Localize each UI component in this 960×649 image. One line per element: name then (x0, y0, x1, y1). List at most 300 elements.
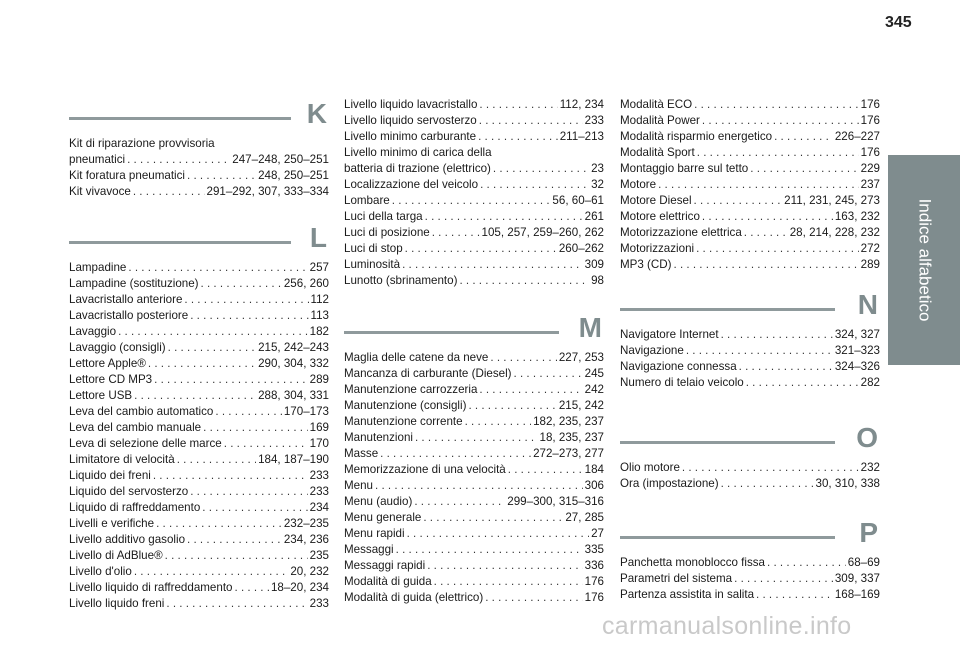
dot-leader (427, 558, 582, 574)
entry-pages: 309 (584, 258, 604, 271)
section-header (69, 100, 329, 136)
entry-pages: 237 (860, 178, 880, 191)
entry-term: Livello liquido freni (69, 597, 165, 610)
entry-pages: 56, 60–61 (552, 194, 604, 207)
section-letter: L (309, 222, 327, 253)
section-rule (69, 117, 291, 120)
dot-leader (177, 452, 256, 468)
dot-leader (148, 356, 256, 372)
entry-term: Modalità risparmio energetico (620, 130, 773, 143)
section-letter: O (856, 422, 878, 453)
dot-leader (375, 478, 583, 494)
entry-pages: 176 (584, 591, 604, 604)
entry-pages: 235 (309, 549, 329, 562)
entry-term: Livelli e verifiche (69, 517, 155, 530)
dot-leader (190, 308, 308, 324)
dot-leader (134, 564, 289, 580)
index-entry (344, 558, 604, 574)
entry-pages: 184, 187–190 (258, 453, 329, 466)
index-entry (620, 225, 880, 241)
index-entry (620, 375, 880, 391)
entry-list (69, 136, 329, 200)
dot-leader (694, 97, 858, 113)
dot-leader (756, 587, 833, 603)
dot-leader (490, 350, 556, 366)
entry-term: Mancanza di carburante (Diesel) (344, 367, 512, 380)
dot-leader (694, 193, 783, 209)
section-header (620, 291, 880, 327)
index-entry (69, 356, 329, 372)
entry-term: Lampadine (sostituzione) (69, 277, 199, 290)
entry-term: Panchetta monoblocco fissa (620, 556, 766, 569)
index-entry (620, 129, 880, 145)
dot-leader (479, 382, 582, 398)
entry-list (344, 350, 604, 606)
entry-pages: 98 (591, 274, 604, 287)
index-entry (620, 193, 880, 209)
entry-pages: 336 (584, 559, 604, 572)
entry-list (620, 555, 880, 603)
entry-list (620, 97, 880, 273)
dot-leader (203, 420, 308, 436)
entry-pages: 182 (309, 325, 329, 338)
dot-leader (744, 225, 788, 241)
entry-pages: 289 (309, 373, 329, 386)
entry-term: Parametri del sistema (620, 572, 733, 585)
index-entry (69, 340, 329, 356)
entry-pages: 112, 234 (559, 98, 604, 111)
dot-leader (508, 462, 583, 478)
entry-pages: 248, 250–251 (258, 169, 329, 182)
index-entry (344, 542, 604, 558)
entry-pages: 184 (584, 463, 604, 476)
entry-term: Navigatore Internet (620, 328, 719, 341)
entry-pages: 289 (860, 258, 880, 271)
dot-leader (739, 359, 833, 375)
entry-pages: 233 (584, 114, 604, 127)
entry-pages: 20, 232 (290, 565, 329, 578)
entry-pages: 324, 327 (834, 328, 880, 341)
entry-term: Motore elettrico (620, 210, 700, 223)
entry-term: Modalità Sport (620, 146, 695, 159)
entry-pages: 23 (591, 162, 604, 175)
entry-term: Localizzazione del veicolo (344, 178, 479, 191)
index-entry (344, 113, 604, 129)
index-entry (620, 209, 880, 225)
index-entry (69, 420, 329, 436)
section-p (620, 519, 880, 603)
index-entry (344, 510, 604, 526)
entry-term: Leva del cambio manuale (69, 421, 202, 434)
index-entry (344, 129, 604, 145)
index-entry (620, 327, 880, 343)
entry-term: Livello d'olio (69, 565, 132, 578)
entry-list (69, 260, 329, 612)
entry-pages: 245 (584, 367, 604, 380)
entry-pages: 27 (591, 527, 604, 540)
section-m-continued (620, 97, 880, 273)
section-letter: N (857, 289, 878, 320)
index-entry (69, 184, 329, 200)
entry-pages: 168–169 (834, 588, 880, 601)
index-entry (69, 436, 329, 452)
index-entry (620, 343, 880, 359)
dot-leader (432, 225, 480, 241)
entry-term: Leva di selezione delle marce (69, 437, 222, 450)
section-rule (620, 536, 835, 539)
entry-pages: 335 (584, 543, 604, 556)
entry-term: Lettore CD MP3 (69, 373, 153, 386)
entry-pages: 113 (310, 309, 329, 322)
entry-pages: 176 (860, 146, 880, 159)
page-number: 345 (885, 14, 912, 31)
entry-pages: 105, 257, 259–260, 262 (481, 226, 604, 239)
entry-term: Lavacristallo anteriore (69, 293, 183, 306)
entry-pages: 30, 310, 338 (815, 477, 880, 490)
index-entry (620, 555, 880, 571)
section-rule (620, 441, 835, 444)
entry-pages: 272–273, 277 (533, 447, 604, 460)
index-entry-line: Livello minimo di carica della (344, 146, 492, 159)
dot-leader (697, 145, 859, 161)
entry-term: Montaggio barre sul tetto (620, 162, 749, 175)
index-entry (344, 177, 604, 193)
dot-leader (405, 241, 557, 257)
entry-term: Kit foratura pneumatici (69, 169, 185, 182)
dot-leader (187, 532, 282, 548)
index-entry (620, 97, 880, 113)
entry-pages: 18, 235, 237 (539, 431, 604, 444)
entry-term: Luminosità (344, 258, 401, 271)
index-entry (69, 468, 329, 484)
entry-term: Luci di stop (344, 242, 403, 255)
entry-pages: 321–323 (834, 344, 880, 357)
entry-pages: 233 (309, 469, 329, 482)
entry-pages: 242 (584, 383, 604, 396)
index-entry (344, 590, 604, 606)
entry-term: Motore Diesel (620, 194, 692, 207)
index-entry (344, 446, 604, 462)
dot-leader (415, 430, 538, 446)
dot-leader (407, 526, 590, 542)
dot-leader (493, 161, 589, 177)
entry-pages: 112 (310, 293, 329, 306)
entry-term: Modalità ECO (620, 98, 693, 111)
entry-pages: 247–248, 250–251 (232, 153, 329, 166)
entry-term: Ora (impostazione) (620, 477, 719, 490)
entry-pages: 299–300, 315–316 (507, 495, 604, 508)
dot-leader (425, 209, 583, 225)
entry-term: Livello di AdBlue® (69, 549, 163, 562)
entry-pages: 234 (309, 501, 329, 514)
dot-leader (721, 476, 814, 492)
dot-leader (402, 257, 583, 273)
index-entry (69, 388, 329, 404)
entry-term: Memorizzazione di una velocità (344, 463, 506, 476)
entry-pages: 215, 242–243 (258, 341, 329, 354)
entry-term: Livello minimo carburante (344, 130, 477, 143)
index-entry (620, 145, 880, 161)
dot-leader (485, 590, 582, 606)
entry-pages: 211–213 (559, 130, 604, 143)
section-rule (344, 331, 559, 334)
index-entry (344, 398, 604, 414)
index-entry (69, 548, 329, 564)
dot-leader (480, 177, 589, 193)
entry-pages: 288, 304, 331 (258, 389, 329, 402)
index-entry (69, 516, 329, 532)
section-header (620, 424, 880, 460)
dot-leader (118, 324, 308, 340)
dot-leader (423, 510, 563, 526)
dot-leader (396, 542, 583, 558)
section-rule (69, 241, 291, 244)
entry-list (344, 97, 604, 289)
entry-pages: 257 (309, 261, 329, 274)
entry-term: Modalità Power (620, 114, 700, 127)
dot-leader (750, 161, 858, 177)
dot-leader (201, 276, 282, 292)
entry-term: Lavacristallo posteriore (69, 309, 189, 322)
index-entry (344, 209, 604, 225)
index-entry (620, 241, 880, 257)
dot-leader (479, 97, 557, 113)
section-letter: K (306, 98, 327, 129)
entry-pages: 229 (860, 162, 880, 175)
dot-leader (154, 372, 308, 388)
dot-leader (165, 548, 308, 564)
section-k (69, 100, 329, 200)
entry-term: Liquido dei freni (69, 469, 151, 482)
index-entry (620, 571, 880, 587)
entry-list (620, 327, 880, 391)
entry-term: Olio motore (620, 461, 680, 474)
entry-term: Manutenzione carrozzeria (344, 383, 478, 396)
dot-leader (478, 129, 558, 145)
dot-leader (702, 113, 859, 129)
entry-term: Masse (344, 447, 379, 460)
entry-pages: 170–173 (283, 405, 329, 418)
index-entry (69, 484, 329, 500)
entry-term: Menu (audio) (344, 495, 413, 508)
entry-pages: 18–20, 234 (270, 581, 329, 594)
section-letter: M (578, 312, 602, 343)
entry-term: Liquido di raffreddamento (69, 501, 201, 514)
entry-pages: 226–227 (834, 130, 880, 143)
entry-term: Messaggi (344, 543, 394, 556)
index-entry (620, 257, 880, 273)
dot-leader (166, 596, 307, 612)
entry-pages: 232–235 (283, 517, 329, 530)
index-entry (344, 382, 604, 398)
dot-leader (767, 555, 846, 571)
entry-term: Luci di posizione (344, 226, 430, 239)
dot-leader (434, 574, 583, 590)
index-entry (69, 580, 329, 596)
entry-pages: 170 (309, 437, 329, 450)
dot-leader (235, 580, 269, 596)
entry-pages: 234, 236 (283, 533, 329, 546)
dot-leader (168, 340, 256, 356)
entry-term: Manutenzione corrente (344, 415, 463, 428)
entry-pages: 227, 253 (558, 351, 604, 364)
index-entry (69, 308, 329, 324)
dot-leader (702, 209, 833, 225)
index-entry (69, 276, 329, 292)
entry-pages: 233 (309, 485, 329, 498)
index-entry (620, 460, 880, 476)
entry-term: Kit vivavoce (69, 185, 131, 198)
dot-leader (202, 500, 307, 516)
index-entry (69, 564, 329, 580)
index-entry-line: Kit di riparazione provvisoria (69, 137, 215, 150)
entry-term: Navigazione (620, 344, 684, 357)
section-header (344, 314, 604, 350)
entry-term: Partenza assistita in salita (620, 588, 755, 601)
entry-term: Lettore USB (69, 389, 133, 402)
section-header (69, 224, 329, 260)
dot-leader (479, 113, 583, 129)
entry-pages: 233 (309, 597, 329, 610)
side-tab-label (888, 155, 960, 365)
entry-term: Livello liquido servosterzo (344, 114, 477, 127)
entry-term: Lombare (344, 194, 390, 207)
index-entry (620, 113, 880, 129)
dot-leader (392, 193, 551, 209)
entry-term: Lettore Apple® (69, 357, 146, 370)
index-entry (344, 494, 604, 510)
dot-leader (133, 184, 205, 200)
entry-pages: 261 (584, 210, 604, 223)
index-entry (344, 366, 604, 382)
entry-term: Manutenzione (consigli) (344, 399, 467, 412)
entry-term: Limitatore di velocità (69, 453, 175, 466)
entry-pages: 163, 232 (834, 210, 880, 223)
entry-term: Lavaggio (consigli) (69, 341, 166, 354)
dot-leader (746, 375, 859, 391)
entry-term: Leva del cambio automatico (69, 405, 214, 418)
entry-term: pneumatici (69, 153, 126, 166)
entry-pages: 291–292, 307, 333–334 (206, 185, 329, 198)
index-entry (69, 292, 329, 308)
index-entry (69, 452, 329, 468)
entry-pages: 176 (860, 114, 880, 127)
entry-pages: 68–69 (847, 556, 880, 569)
watermark: carmanualsonline.info (602, 612, 852, 640)
entry-term: MP3 (CD) (620, 258, 672, 271)
entry-pages: 28, 214, 228, 232 (789, 226, 880, 239)
entry-pages: 215, 242 (558, 399, 604, 412)
section-n (620, 291, 880, 391)
index-entry (69, 260, 329, 276)
entry-term: Numero di telaio veicolo (620, 376, 744, 389)
dot-leader (686, 343, 833, 359)
entry-term: Menu generale (344, 511, 422, 524)
section-header (620, 519, 880, 555)
entry-term: Livello liquido lavacristallo (344, 98, 478, 111)
dot-leader (156, 516, 282, 532)
index-entry (344, 257, 604, 273)
entry-pages: 282 (860, 376, 880, 389)
entry-pages: 211, 231, 245, 273 (784, 194, 880, 207)
section-rule (620, 308, 835, 311)
entry-term: batteria di trazione (elettrico) (344, 162, 491, 175)
dot-leader (224, 436, 308, 452)
index-entry (620, 177, 880, 193)
entry-pages: 27, 285 (565, 511, 604, 524)
index-entry (344, 241, 604, 257)
index-entry (344, 225, 604, 241)
entry-term: Livello additivo gasolio (69, 533, 186, 546)
index-entry (344, 273, 604, 289)
dot-leader (721, 327, 833, 343)
entry-pages: 306 (584, 479, 604, 492)
entry-term: Livello liquido di raffreddamento (69, 581, 233, 594)
entry-term: Lavaggio (69, 325, 117, 338)
dot-leader (190, 484, 307, 500)
section-l-continued (344, 97, 604, 289)
dot-leader (128, 260, 307, 276)
entry-term: Lampadine (69, 261, 127, 274)
dot-leader (514, 366, 583, 382)
entry-pages: 324–326 (834, 360, 880, 373)
entry-pages: 182, 235, 237 (533, 415, 604, 428)
index-entry (620, 587, 880, 603)
dot-leader (153, 468, 308, 484)
entry-term: Menu rapidi (344, 527, 405, 540)
section-letter: P (859, 517, 878, 548)
entry-pages: 176 (584, 575, 604, 588)
entry-pages: 309, 337 (834, 572, 880, 585)
entry-term: Motorizzazione elettrica (620, 226, 742, 239)
dot-leader (465, 414, 531, 430)
entry-term: Modalità di guida (344, 575, 432, 588)
dot-leader (459, 273, 589, 289)
entry-pages: 290, 304, 332 (258, 357, 329, 370)
entry-term: Messaggi rapidi (344, 559, 426, 572)
index-entry (69, 596, 329, 612)
index-entry (69, 324, 329, 340)
dot-leader (380, 446, 531, 462)
entry-term: Modalità di guida (elettrico) (344, 591, 484, 604)
index-entry (620, 161, 880, 177)
entry-term: Manutenzioni (344, 431, 413, 444)
index-entry (344, 462, 604, 478)
index-entry (344, 161, 604, 177)
dot-leader (774, 129, 833, 145)
index-entry (344, 430, 604, 446)
entry-term: Menu (344, 479, 374, 492)
dot-leader (187, 168, 256, 184)
entry-term: Motorizzazioni (620, 242, 695, 255)
index-entry (620, 359, 880, 375)
section-o (620, 424, 880, 492)
index-entry (69, 500, 329, 516)
entry-pages: 272 (860, 242, 880, 255)
dot-leader (468, 398, 556, 414)
dot-leader (734, 571, 833, 587)
entry-pages: 260–262 (558, 242, 604, 255)
index-entry (344, 414, 604, 430)
entry-term: Liquido del servosterzo (69, 485, 189, 498)
section-l (69, 224, 329, 612)
index-entry (344, 478, 604, 494)
dot-leader (658, 177, 859, 193)
entry-pages: 256, 260 (283, 277, 329, 290)
entry-pages: 32 (591, 178, 604, 191)
dot-leader (414, 494, 505, 510)
entry-pages: 176 (860, 98, 880, 111)
